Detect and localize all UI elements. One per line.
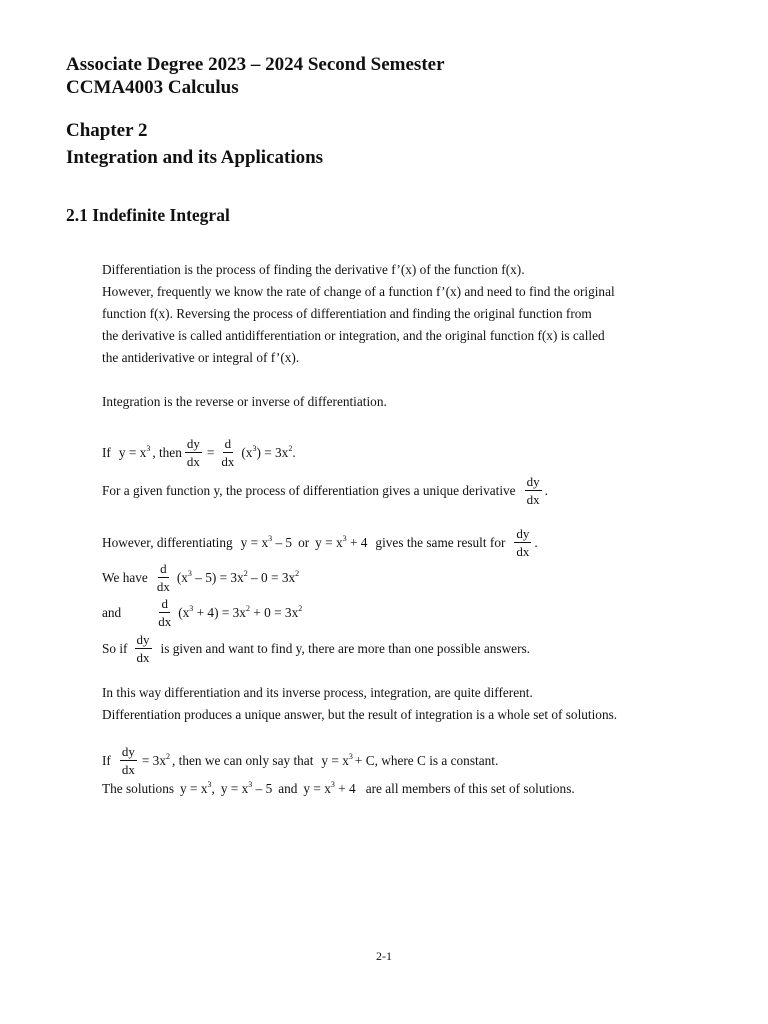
so-if-line: So if $\frac{dy}{dx}$ is given and want to find y, there are more than one possible answers. — [102, 632, 531, 665]
math-x3-result: $(x^3) = 3x^2$. — [241, 444, 296, 460]
fraction-d-dx: $\frac{d}{dx}$ — [158, 596, 172, 629]
reverse-statement: Integration is the reverse or inverse of differentiation. — [102, 394, 387, 409]
page-number: 2-1 — [376, 949, 392, 963]
fraction-d-dx: $\frac{d}{dx}$ — [221, 436, 235, 469]
fraction-dy-dx: $\frac{dy}{dx}$ — [516, 526, 530, 559]
math-y-x3-plus4: $y = x^3 + 4$ — [315, 534, 368, 550]
unique-derivative-line: For a given function y, the process of differentiation gives a unique derivative $\frac{dy}{dx}$ . — [102, 474, 548, 507]
solutions-line: The solutions $y = x^3$, $y = x^3 - 5$ and $y = x^3 + 4$ are all members of this set of solutions. — [102, 780, 575, 796]
difference-paragraph — [102, 682, 712, 726]
fraction-dy-dx: $\frac{dy}{dx}$ — [121, 744, 135, 777]
intro-line: Differentiation is the process of finding the derivative f’(x) of the function f(x). — [102, 262, 525, 277]
however-line: However, differentiating $y = x^3 - 5$ or $y = x^3 + 4$ gives the same result for $\frac{dy}{dx}$ . — [102, 526, 538, 559]
chapter-label: Chapter 2 — [66, 120, 148, 141]
math-solution-2: $y = x^3 - 5$ — [220, 780, 273, 796]
example-derivative-line: If $y = x^3$ , then $\frac{dy}{dx}$ = $\frac{d}{dx}$ $(x^3) = 3x^2$. — [102, 436, 296, 469]
fraction-d-dx: $\frac{d}{dx}$ — [156, 561, 170, 594]
math-solution-3: $y = x^3 + 4$ — [303, 780, 356, 796]
intro-paragraph — [102, 259, 712, 369]
intro-line: However, frequently we know the rate of change of a function f’(x) and need to find the original — [102, 284, 615, 299]
if-constant-line: If $\frac{dy}{dx}$ = $3x^2$ , then we can only say that $y = x^3$ + C, where C is a constant. — [102, 744, 499, 777]
fraction-dy-dx: $\frac{dy}{dx}$ — [526, 474, 540, 507]
and-line: and $\frac{d}{dx}$ $(x^3 + 4) = 3x^2 + 0 = 3x^2$ — [102, 596, 303, 629]
math-derivative-plus4: $(x^3 + 4) = 3x^2 + 0 = 3x^2$ — [178, 604, 303, 620]
course-header-line2: CCMA4003 Calculus — [66, 77, 239, 98]
intro-line: the derivative is called antidifferentiation or integration, and the original function f(x) is called — [102, 328, 605, 343]
math-derivative-minus5: $(x^3 - 5) = 3x^2 - 0 = 3x^2$ — [176, 569, 300, 585]
we-have-line: We have $\frac{d}{dx}$ $(x^3 - 5) = 3x^2 - 0 = 3x^2$ — [102, 561, 300, 594]
math-y-x3-minus5: $y = x^3 - 5$ — [240, 534, 293, 550]
fraction-dy-dx: $\frac{dy}{dx}$ — [136, 632, 150, 665]
math-3x2: = $3x^2$ — [141, 752, 170, 768]
difference-line: In this way differentiation and its inverse process, integration, are quite different. — [102, 685, 533, 700]
difference-line: Differentiation produces a unique answer, but the result of integration is a whole set of solutions. — [102, 707, 618, 722]
math-y-eq-x3: $y = x^3$ — [118, 444, 151, 460]
intro-line: the antiderivative or integral of f’(x). — [102, 350, 300, 365]
math-solution-1: $y = x^3$, — [180, 780, 215, 796]
chapter-title: Integration and its Applications — [66, 147, 324, 168]
intro-line: function f(x). Reversing the process of differentiation and finding the original function from — [102, 306, 592, 321]
math-y-x3: $y = x^3$ — [321, 752, 353, 768]
section-title: 2.1 Indefinite Integral — [66, 205, 230, 225]
course-header-line1: Associate Degree 2023 – 2024 Second Semester — [66, 54, 445, 75]
fraction-dy-dx: $\frac{dy}{dx}$ — [186, 436, 200, 469]
